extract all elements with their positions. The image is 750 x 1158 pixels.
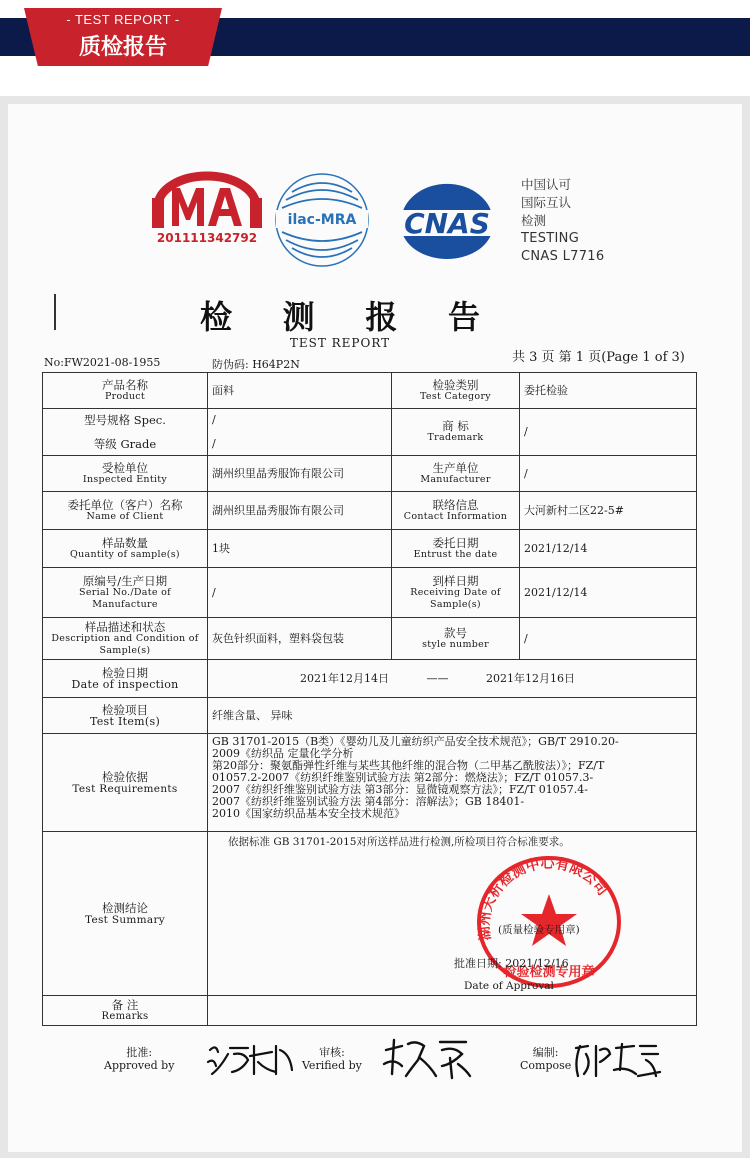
label-cell: [392, 618, 520, 660]
test-category-value: 委托检验: [520, 373, 697, 409]
table-row: [43, 618, 697, 660]
table-row: [43, 492, 697, 530]
verified-en: Verified by: [302, 1059, 362, 1072]
label-cell: [43, 373, 208, 409]
requirement-line: GB 31701-2015（B类）《婴幼儿及儿童纺织产品安全技术规范》；GB/T 2910.20-: [212, 735, 619, 748]
label-cell: [43, 618, 208, 660]
seal-text: 湖州天析检测中心有限公司: [476, 855, 611, 942]
signature-approved: [204, 1040, 296, 1080]
client-value: 湖州织里晶秀服饰有限公司: [208, 492, 392, 530]
approval-date-en: Date of Approval: [464, 980, 554, 992]
signature-compose-name: 邓延君: [614, 1078, 618, 1079]
style-value: /: [520, 618, 697, 660]
cnas-accreditation-text: [521, 176, 604, 266]
label-cell: [392, 409, 520, 456]
cma-logo: [148, 168, 266, 248]
cnas-side-line: CNAS L7716: [521, 249, 605, 264]
label-cn: 检验项目: [102, 702, 148, 717]
table-row: [43, 568, 697, 618]
cnas-label: CNAS: [404, 207, 490, 240]
label-cn: 款号: [444, 625, 467, 640]
label-cn: 检验日期: [102, 665, 148, 680]
receiving-value: 2021/12/14: [520, 568, 697, 618]
compose-en: Compose: [520, 1059, 572, 1072]
label-en: Test Requirements: [72, 782, 178, 795]
label-en: Product: [104, 390, 146, 402]
ilac-label: ilac-MRA: [287, 212, 357, 228]
label-cell: [43, 492, 208, 530]
inspection-date-range: [208, 660, 697, 698]
label-en: Test Item(s): [89, 714, 161, 728]
table-row: [43, 456, 697, 492]
requirement-line: 2010《国家纺织品基本安全技术规范》: [212, 807, 405, 820]
official-seal: [470, 852, 628, 992]
spec-value: /: [212, 413, 216, 426]
cnas-side-line: 检测: [521, 213, 547, 228]
verified-by: [302, 1046, 362, 1072]
page-count: 共 3 页 第 1 页(Page 1 of 3): [512, 350, 685, 365]
seal-bottom-text: 检验检测专用章: [503, 965, 595, 980]
label-cn: 备 注: [111, 997, 139, 1012]
table-row: [43, 832, 697, 996]
label-cn: 检测结论: [102, 900, 148, 915]
label-cn: 受检单位: [102, 460, 148, 475]
approved-by: [104, 1046, 174, 1072]
label-en: Name of Client: [86, 510, 164, 522]
requirement-line: 2007《纺织纤维鉴别试验方法 第3部分：显微镜观察方法》；FZ/T 01057.4-: [212, 783, 589, 796]
table-row: [43, 734, 697, 832]
entrust-date-value: 2021/12/14: [520, 530, 697, 568]
label-en: Test Summary: [84, 913, 166, 926]
approval-date: 批准日期: 2021/12/16: [454, 957, 569, 970]
product-value: 面料: [208, 373, 392, 409]
ilac-mra-logo: [272, 170, 372, 270]
label-cn: 产品名称: [102, 377, 148, 392]
requirement-line: 第20部分：聚氨酯弹性纤维与某些其他纤维的混合物（二甲基乙酰胺法）》；FZ/T: [212, 759, 605, 772]
label-en: Manufacture: [92, 598, 158, 610]
approved-cn: 批准:: [126, 1046, 153, 1059]
cma-number: 201111342792: [156, 231, 258, 245]
inspected-value: 湖州织里晶秀服饰有限公司: [208, 456, 392, 492]
summary-text: 依据标准 GB 31701-2015对所送样品进行检测,所检项目符合标准要求。: [228, 836, 570, 848]
label-cell: [392, 568, 520, 618]
label-en: Entrust the date: [413, 548, 498, 560]
requirement-line: 2007《纺织纤维鉴别试验方法 第4部分：溶解法》；GB 18401-: [212, 795, 525, 808]
requirement-line: 2009《纺织品 定量化学分析: [212, 747, 354, 760]
inspection-date-from: 2021年12月14日: [300, 671, 389, 685]
requirement-line: 01057.2-2007《纺织纤维鉴别试验方法 第2部分：燃烧法》；FZ/T 01057.3-: [212, 771, 594, 784]
title-char: 报: [365, 298, 398, 336]
label-cell: [43, 409, 208, 456]
label-en: Inspected Entity: [82, 473, 168, 485]
label-en: Receiving Date of: [410, 586, 501, 598]
verified-cn: 审核:: [319, 1046, 345, 1059]
table-row: [43, 698, 697, 734]
label-cell: [43, 832, 208, 996]
inspection-date-to: 2021年12月16日: [486, 671, 575, 685]
label-en: style number: [422, 638, 489, 650]
label-en: Manufacturer: [420, 473, 491, 485]
table-row: [43, 409, 697, 456]
cnas-logo: [388, 176, 506, 268]
label-cn: 联络信息: [432, 497, 479, 512]
label-en: Remarks: [101, 1010, 149, 1022]
report-number: No:FW2021-08-1955: [44, 356, 161, 369]
label-cn: 检验依据: [102, 769, 148, 784]
label-cn: 生产单位: [432, 460, 479, 475]
label-cell: [43, 456, 208, 492]
cnas-side-line: 国际互认: [521, 195, 572, 210]
table-row: [43, 373, 697, 409]
spec-grade-values: [208, 409, 392, 456]
label-cn: 等级 Grade: [93, 437, 157, 451]
header-tab-title: 质检报告: [78, 35, 167, 60]
serial-value: /: [208, 568, 392, 618]
label-cell: [392, 530, 520, 568]
label-cell: [43, 996, 208, 1026]
contact-value: 大河新村二区22-5#: [520, 492, 697, 530]
title-char: 告: [447, 298, 480, 336]
label-cn: 委托单位（客户）名称: [67, 497, 183, 512]
manufacturer-value: /: [520, 456, 697, 492]
requirements-value: [208, 734, 697, 832]
inspection-date-dash: ——: [426, 671, 449, 685]
label-en: Sample(s): [99, 644, 151, 656]
report-table: [42, 372, 697, 1026]
label-cell: [43, 698, 208, 734]
label-en: Contact Information: [403, 510, 508, 522]
label-cn: 型号规格 Spec.: [84, 413, 166, 427]
test-items-value: 纤维含量、 异味: [208, 698, 697, 734]
label-cell: [43, 660, 208, 698]
margin-mark: [54, 294, 56, 330]
signature-verified: [380, 1036, 472, 1080]
approved-en: Approved by: [104, 1059, 175, 1072]
description-value: 灰色针织面料，塑料袋包装: [208, 618, 392, 660]
cnas-side-line: TESTING: [521, 231, 580, 246]
label-cell: [43, 734, 208, 832]
table-row: [43, 660, 697, 698]
anti-fake-code: 防伪码: H64P2N: [212, 358, 300, 371]
label-en: Quantity of sample(s): [70, 548, 180, 560]
label-cn: 样品描述和状态: [84, 619, 166, 634]
label-cell: [392, 373, 520, 409]
label-cn: 商 标: [442, 419, 469, 433]
label-en: Trademark: [427, 432, 484, 443]
report-title-en: TEST REPORT: [289, 336, 391, 350]
trademark-value: /: [520, 409, 697, 456]
label-en: Date of inspection: [71, 677, 179, 691]
label-cn: 样品数量: [102, 535, 148, 550]
grade-value: /: [212, 437, 216, 450]
header-tab-subtitle: - TEST REPORT -: [66, 12, 180, 27]
label-en: Test Category: [420, 390, 491, 402]
label-en: Description and Condition of: [51, 632, 199, 644]
label-cell: [392, 456, 520, 492]
title-char: 测: [282, 298, 315, 336]
quantity-value: 1块: [208, 530, 392, 568]
label-en: Serial No./Date of: [79, 586, 171, 598]
summary-value: [208, 832, 697, 996]
signature-verified-name: 施美艳: [424, 1078, 428, 1079]
label-cn: 原编号/生产日期: [82, 573, 168, 588]
cnas-side-line: 中国认可: [521, 177, 572, 192]
title-char: 检: [200, 298, 233, 336]
label-cell: [392, 492, 520, 530]
label-cn: 到样日期: [432, 573, 479, 588]
remarks-value: [208, 996, 697, 1026]
report-title: [200, 292, 480, 338]
label-cell: [43, 530, 208, 568]
label-en: Sample(s): [430, 598, 481, 610]
label-cn: 委托日期: [432, 535, 479, 550]
label-cell: [43, 568, 208, 618]
signature-compose: [570, 1040, 662, 1080]
signature-approved-name: 汤燕丽: [248, 1078, 252, 1079]
compose-by: [520, 1046, 571, 1072]
label-cn: 检验类别: [432, 377, 479, 392]
table-row: [43, 996, 697, 1026]
compose-cn: 编制:: [532, 1046, 559, 1059]
seal-note: (质量检验专用章): [498, 924, 580, 936]
table-row: [43, 530, 697, 568]
